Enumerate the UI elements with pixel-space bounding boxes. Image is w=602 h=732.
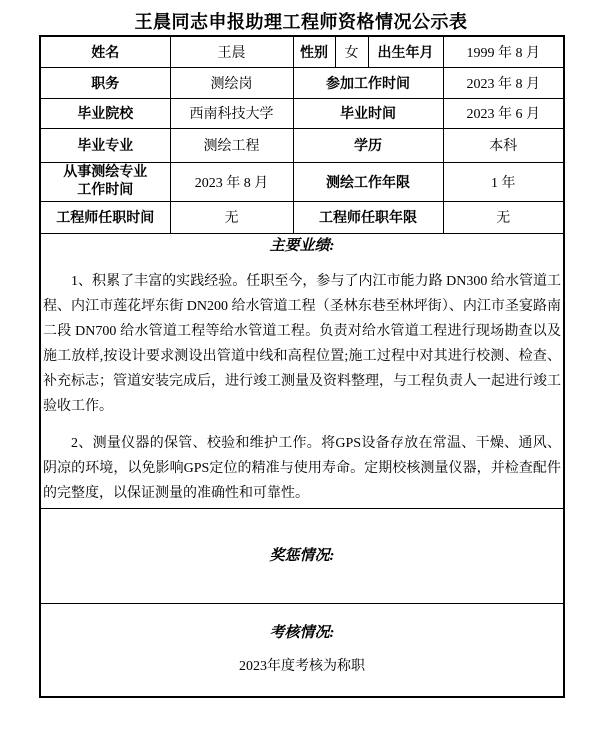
table-row (40, 98, 564, 128)
position-value: 测绘岗 (170, 67, 293, 98)
engineer-years-label: 工程师任职年限 (293, 201, 443, 233)
page-title: 王晨同志申报助理工程师资格情况公示表 (134, 12, 468, 32)
assessment-content: 2023年度考核为称职 (239, 658, 365, 674)
table-row (40, 233, 564, 508)
survey-work-start-label-text: 从事测绘专业工作时间 (63, 164, 148, 198)
graduation-time-value: 2023 年 6 月 (443, 98, 564, 128)
survey-years-label: 测绘工作年限 (293, 162, 443, 201)
assessment-heading: 考核情况: (269, 624, 335, 641)
name-label: 姓名 (40, 36, 170, 67)
achievements-heading: 主要业绩: (269, 238, 335, 254)
survey-years-value: 1 年 (443, 162, 564, 201)
work-start-value: 2023 年 8 月 (443, 67, 564, 98)
name-value: 王晨 (170, 36, 293, 67)
rewards-heading: 奖惩情况: (269, 547, 335, 564)
school-value: 西南科技大学 (170, 98, 293, 128)
achievements-paragraph-1: 1、积累了丰富的实践经验。任职至今，参与了内江市能力路 DN300 给水管道工程、内江市莲花坪东街 DN200 给水管道工程（圣林东巷至林坪街）、内江市圣宴路南二段 DN700 给水管道工程等给水管道工程。负责对给水管道工程进行现场勘查以及施工放样,按设计要求测设出管道中线和高程位置;施工过程中对其进行校测、检查、补充标志；管道安装完成后，进行竣工测量及资料整理，与工程负责人一起进行竣工验收工作。 (43, 274, 561, 414)
education-label: 学历 (293, 128, 443, 162)
rewards-section (40, 508, 564, 603)
graduation-time-label: 毕业时间 (293, 98, 443, 128)
education-value: 本科 (443, 128, 564, 162)
gender-label: 性别 (293, 36, 335, 67)
engineer-start-label: 工程师任职时间 (40, 201, 170, 233)
work-start-label: 参加工作时间 (293, 67, 443, 98)
table-row (40, 128, 564, 162)
survey-work-start-value: 2023 年 8 月 (170, 162, 293, 201)
position-label: 职务 (40, 67, 170, 98)
birth-date-label: 出生年月 (368, 36, 443, 67)
achievements-section (40, 233, 564, 508)
engineer-years-value: 无 (443, 201, 564, 233)
birth-date-value: 1999 年 8 月 (443, 36, 564, 67)
engineer-start-value: 无 (170, 201, 293, 233)
table-row (40, 201, 564, 233)
major-value: 测绘工程 (170, 128, 293, 162)
survey-work-start-label (40, 162, 170, 201)
achievements-paragraph-2: 2、测量仪器的保管、校验和维护工作。将GPS设备存放在常温、干燥、通风、阴凉的环境，以免影响GPS定位的精准与使用寿命。定期校核测量仪器，并检查配件的完整度，以保证测量的准确性和可靠性。 (43, 436, 561, 501)
assessment-section (40, 603, 564, 697)
table-row (40, 36, 564, 67)
table-row (40, 67, 564, 98)
table-row (40, 603, 564, 697)
qualification-form-table (39, 35, 565, 698)
gender-value: 女 (335, 36, 368, 67)
school-label: 毕业院校 (40, 98, 170, 128)
major-label: 毕业专业 (40, 128, 170, 162)
table-row (40, 508, 564, 603)
table-row (40, 162, 564, 201)
